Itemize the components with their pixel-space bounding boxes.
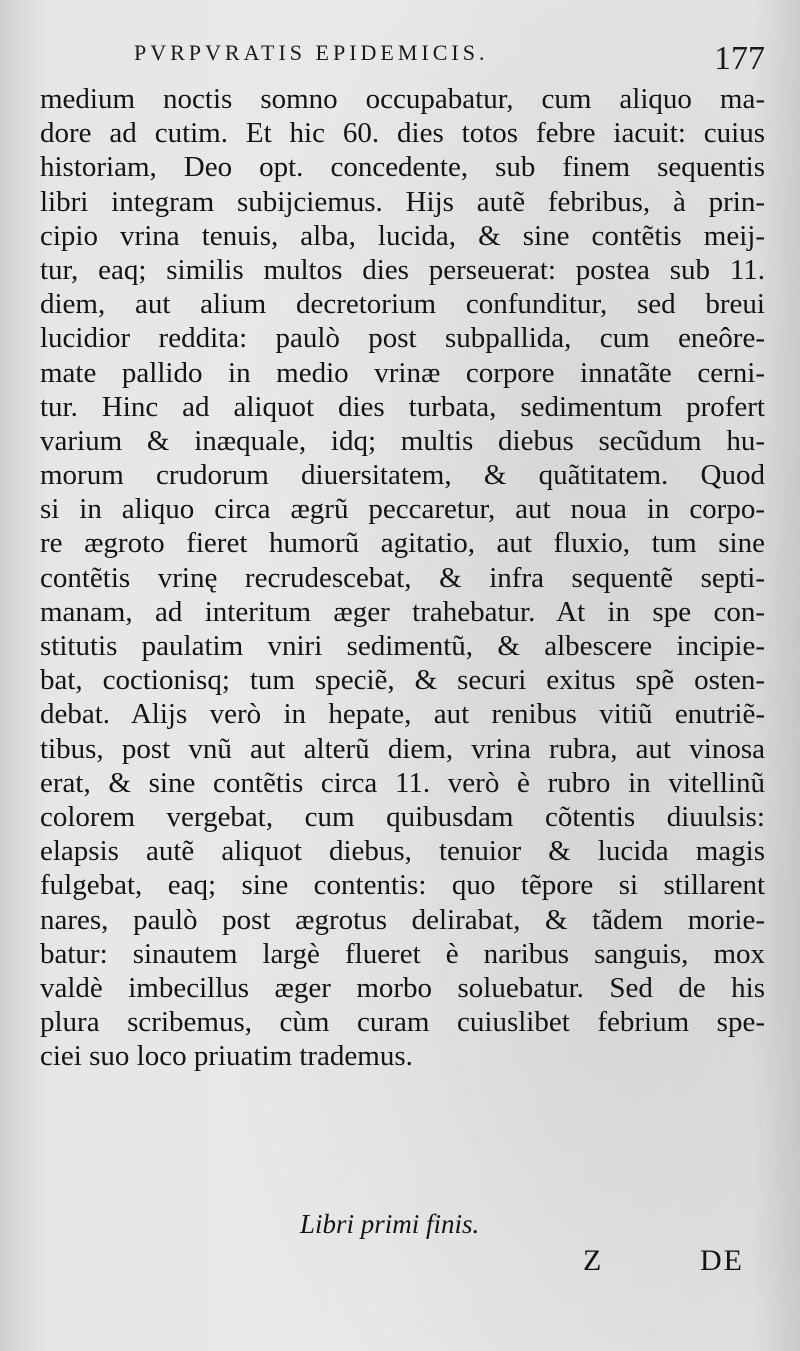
page-number: 177 [714,40,765,77]
text-line: plura scribemus, cùm curam cuiuslibet febrium spe- [40,1006,765,1039]
text-line: manam, ad interitum æger trahebatur. At in spe con- [40,595,765,628]
text-line: fulgebat, eaq; sine contentis: quo tẽpore si stillarent [40,869,765,902]
text-line: valdè imbecillus æger morbo soluebatur. Sed de his [40,971,765,1004]
text-line: lucidior reddita: paulò post subpallida, cum eneôre- [40,322,765,355]
catchword: DE [700,1244,744,1277]
body-text [40,82,765,1073]
text-line: nares, paulò post ægrotus delirabat, & tãdem morie- [40,903,765,936]
text-line: varium & inæquale, idq; multis diebus secũdum hu- [40,424,765,457]
text-line: re ægroto fieret humorũ agitatio, aut fluxio, tum sine [40,527,765,560]
text-line: cipio vrina tenuis, alba, lucida, & sine contẽtis meij- [40,219,765,252]
text-line: tur. Hinc ad aliquot dies turbata, sedimentum profert [40,390,765,423]
signature-mark: Z [583,1244,602,1277]
text-line: debat. Alijs verò in hepate, aut renibus vitiũ enutriẽ- [40,698,765,731]
text-line: elapsis autẽ aliquot diebus, tenuior & lucida magis [40,835,765,868]
text-line: morum crudorum diuersitatem, & quãtitatem. Quod [40,459,765,492]
text-line: si in aliquo circa ægrũ peccaretur, aut noua in corpo- [40,493,765,526]
text-line: historiam, Deo opt. concedente, sub finem sequentis [40,151,765,184]
text-line: bat, coctionisq; tum speciẽ, & securi exitus spẽ osten- [40,664,765,697]
text-line: contẽtis vrinę recrudescebat, & infra sequentẽ septi- [40,561,765,594]
colophon: Libri primi finis. [300,1209,480,1239]
text-line: erat, & sine contẽtis circa 11. verò è rubro in vitellinũ [40,766,765,799]
running-head: PVRPVRATIS EPIDEMICIS. [134,40,489,65]
text-line: diem, aut alium decretorium confunditur, sed breui [40,288,765,321]
text-line: libri integram subijciemus. Hijs autẽ febribus, à prin- [40,185,765,218]
text-line: tibus, post vnũ aut alterũ diem, vrina rubra, aut vinosa [40,732,765,765]
text-line: ciei suo loco priuatim trademus. [40,1040,413,1073]
text-line: batur: sinautem largè flueret è naribus sanguis, mox [40,937,765,970]
text-line: medium noctis somno occupabatur, cum aliquo ma- [40,83,765,115]
text-line: mate pallido in medio vrinæ corpore innatãte cerni- [40,356,765,389]
text-line: dore ad cutim. Et hic 60. dies totos febre iacuit: cuius [40,117,765,150]
text-line: stitutis paulatim vniri sedimentũ, & albescere incipie- [40,630,765,662]
text-line: colorem vergebat, cum quibusdam cõtentis diuulsis: [40,800,765,833]
text-line: tur, eaq; similis multos dies perseuerat: postea sub 11. [40,253,765,286]
